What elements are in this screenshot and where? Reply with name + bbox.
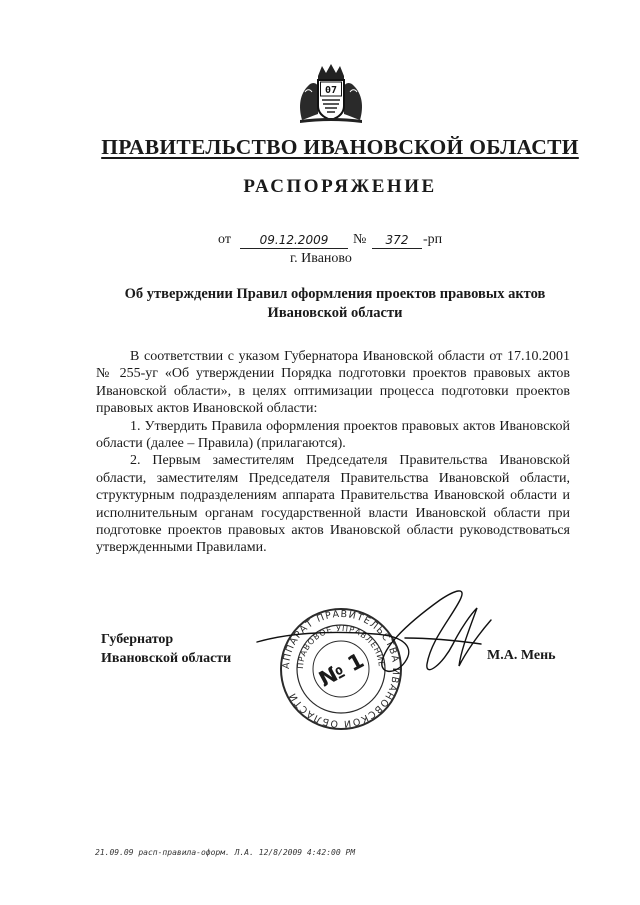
- government-title: ПРАВИТЕЛЬСТВО ИВАНОВСКОЙ ОБЛАСТИ: [101, 135, 579, 159]
- order-body: [96, 348, 570, 557]
- footer-file-info: 21.09.09 расп-правила-оформ. Л.А. 12/8/2009 4:42:00 PM: [95, 848, 356, 857]
- number-label: №: [353, 232, 367, 247]
- item-2-paragraph: 2. Первым заместителям Председателя Правительства Ивановской области, заместителям Председателя Правительства Ивановской области, структурным подразделениям аппарата Правительства Ивановской области и исполнительным органам государственной власти Ивановской области при подготовке проектов правовых актов Ивановской области руководствоваться утвержденными Правилами.: [96, 453, 570, 556]
- item-1-paragraph: 1. Утвердить Правила оформления проектов правовых актов Ивановской области (далее – Правила) (прилагаются).: [96, 418, 570, 452]
- svg-text:07: 07: [324, 85, 338, 96]
- number-suffix: -рп: [423, 232, 443, 247]
- subject-line-2: Ивановской области: [267, 305, 403, 321]
- svg-text:АППАРАТ ПРАВИТЕЛЬСТВА ИВАНОВСК: АППАРАТ ПРАВИТЕЛЬСТВА ИВАНОВСКОЙ ОБЛАСТИ: [280, 608, 402, 730]
- svg-text:№ 1: № 1: [314, 648, 368, 692]
- position-line-2: Ивановской области: [101, 651, 232, 666]
- svg-text:ПРАВОВОЕ УПРАВЛЕНИЕ: ПРАВОВОЕ УПРАВЛЕНИЕ: [295, 623, 387, 670]
- order-date: 09.12.2009: [240, 232, 348, 249]
- order-number: 372: [372, 232, 422, 249]
- subject-line-1: Об утверждении Правил оформления проектов правовых актов: [124, 286, 546, 302]
- signatory-name: М.А. Мень: [487, 648, 556, 663]
- coat-of-arms-emblem: [296, 62, 366, 124]
- city-label: г. Иваново: [290, 251, 352, 266]
- position-line-1: Губернатор: [101, 632, 174, 647]
- signatory-position: [101, 630, 231, 668]
- intro-paragraph: В соответствии с указом Губернатора Ивановской области от 17.10.2001 № 255-уг «Об утверждении Порядка подготовки проектов правовых актов Ивановской области», в целях оптимизации процесса подготовки проектов правовых актов Ивановской области:: [96, 349, 570, 417]
- from-label: от: [218, 232, 231, 247]
- order-subject: [90, 285, 580, 323]
- official-stamp: [255, 578, 495, 753]
- document-type-heading: РАСПОРЯЖЕНИЕ: [243, 176, 437, 197]
